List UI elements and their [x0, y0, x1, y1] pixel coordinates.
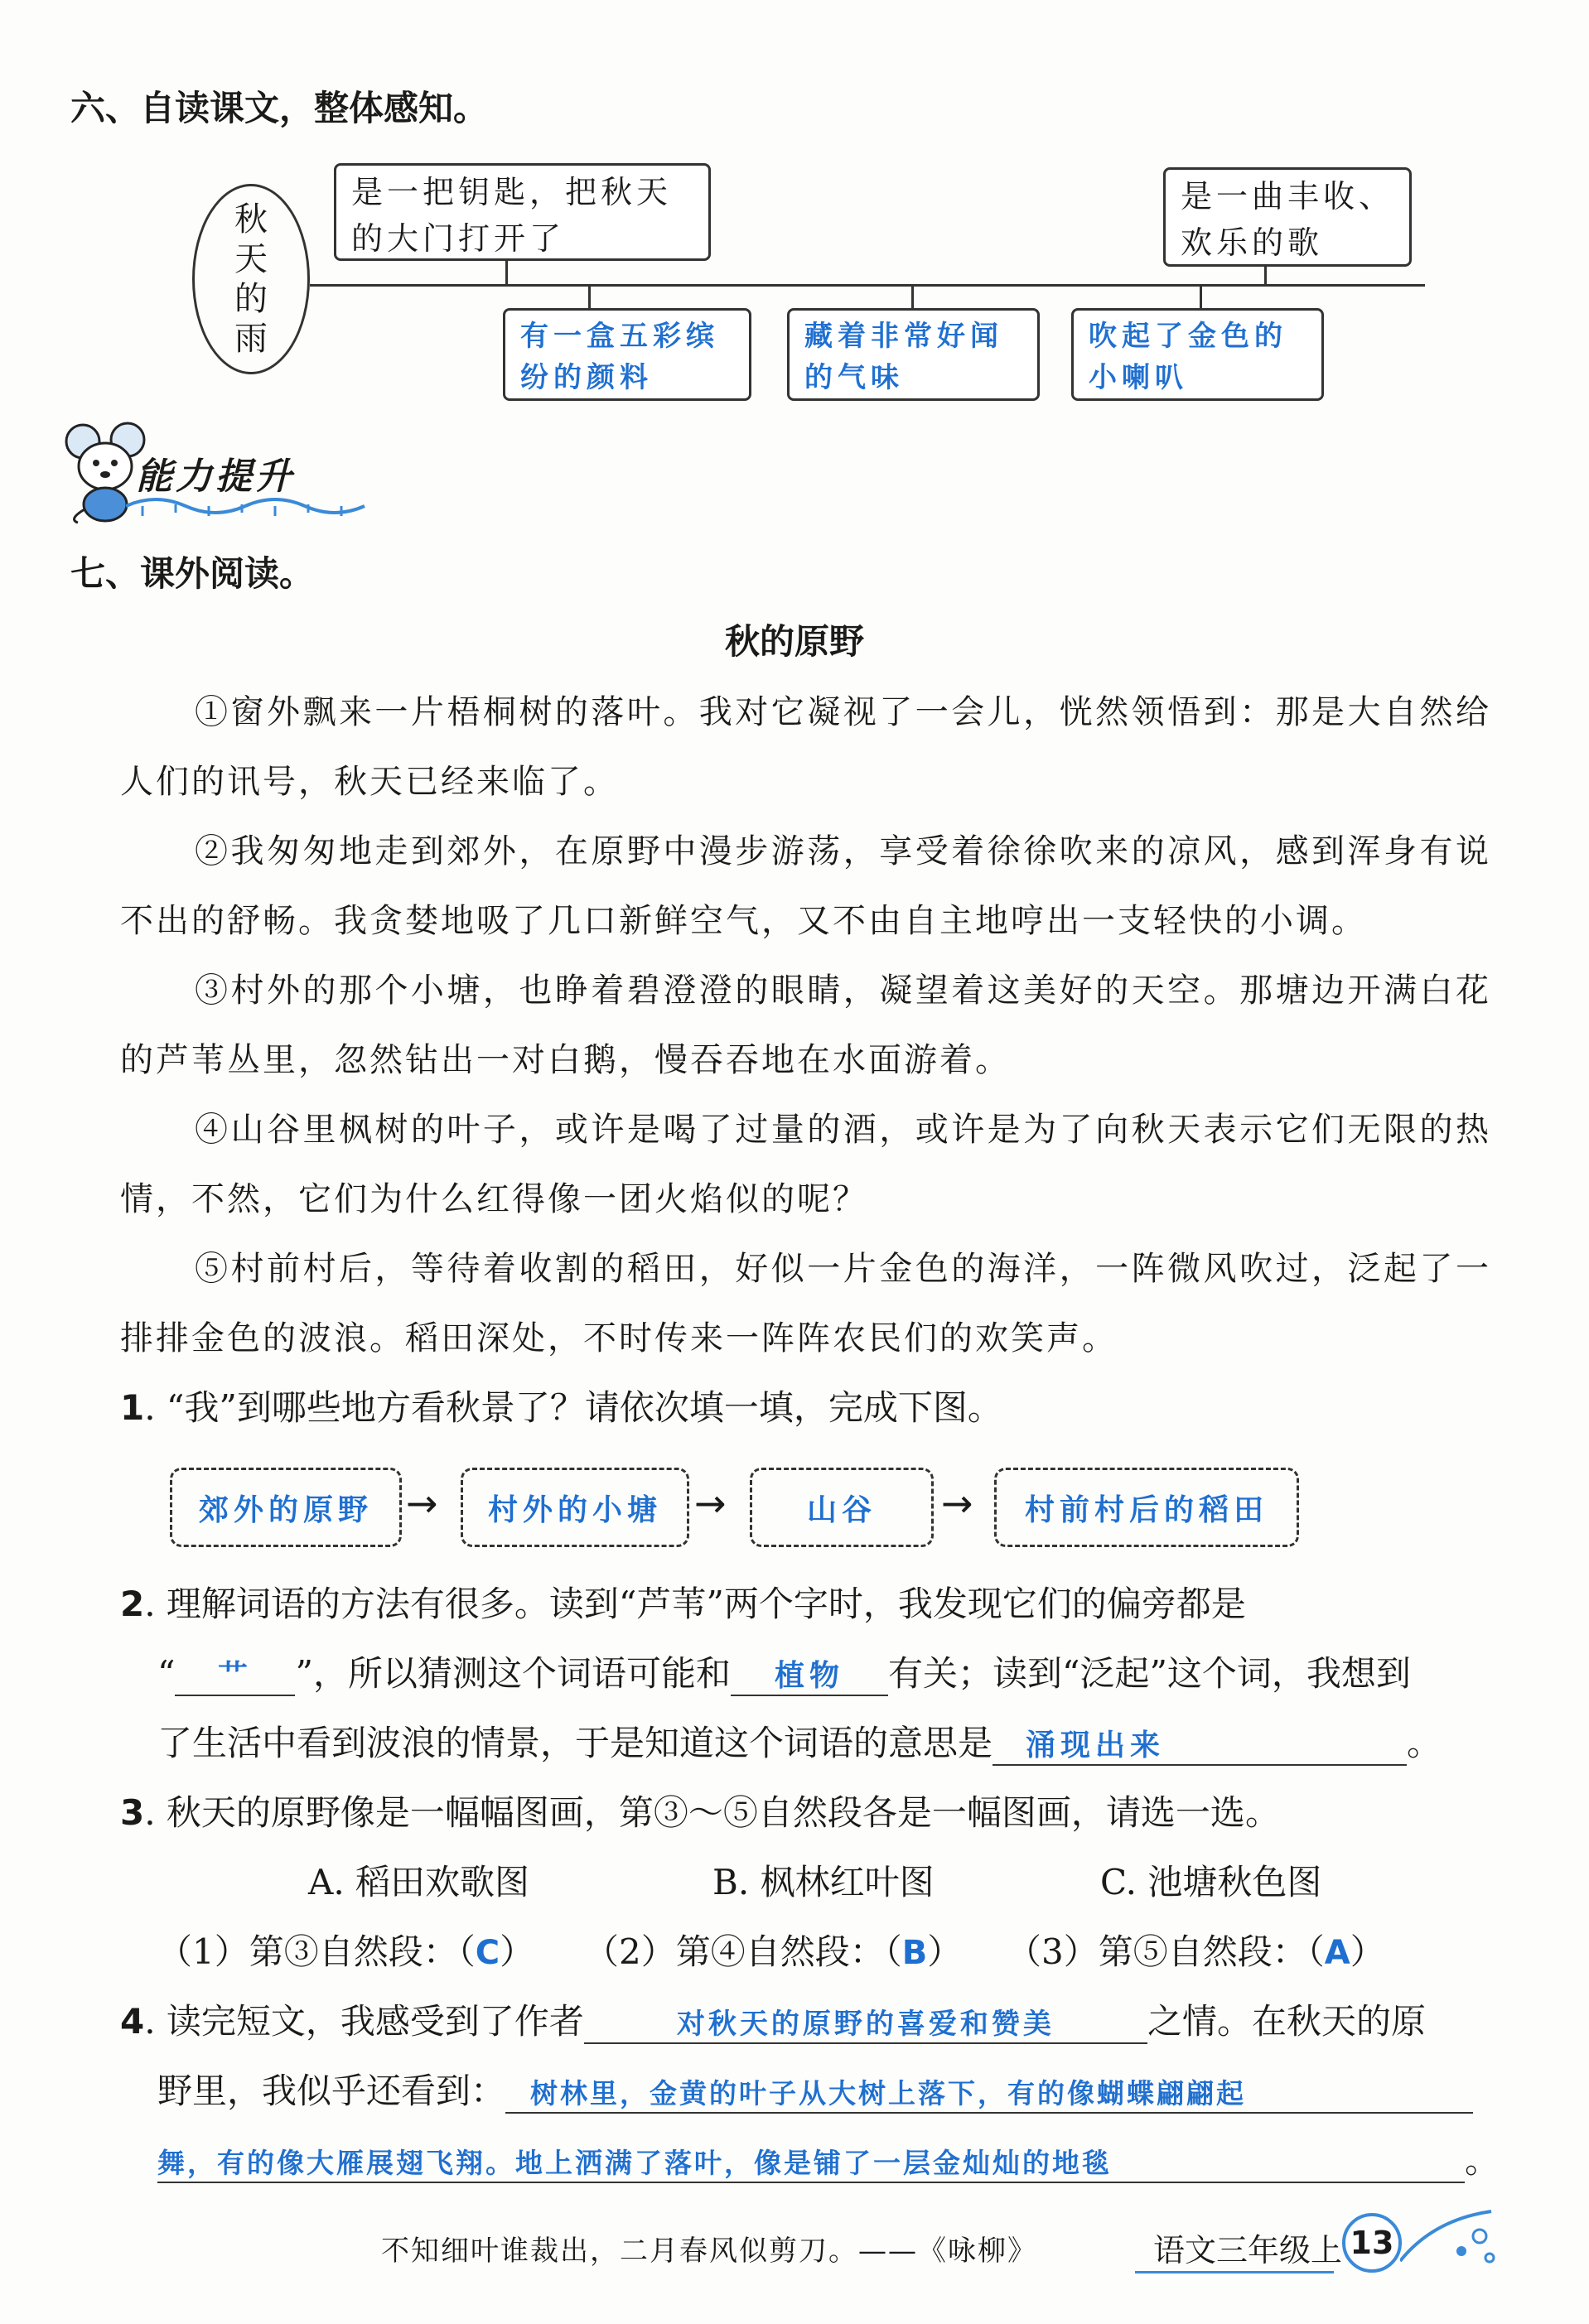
mind-map-box-top: 是一曲丰收、欢乐的歌: [1163, 167, 1412, 267]
passage-title: 秋的原野: [724, 621, 864, 662]
question-text: 。: [1407, 1723, 1442, 1763]
question-text: . 理解词语的方法有很多。读到“芦苇”两个字时，我发现它们的偏旁都是: [144, 1584, 1246, 1624]
question-text: （2）第④自然段：（: [584, 1931, 902, 1972]
handwritten-answer: A: [1324, 1934, 1350, 1972]
passage-paragraph: ①窗外飘来一片梧桐树的落叶。我对它凝视了一会儿，恍然领悟到：那是大自然给人们的讯号，秋天已经来临了。: [120, 693, 1491, 801]
question-text: 了生活中看到波浪的情景，于是知道这个词语的意思是: [157, 1723, 993, 1763]
question-text: ”，所以猜测这个词语可能和: [295, 1653, 731, 1694]
handwritten-answer: 有一盒五彩缤纷的颜料: [520, 320, 719, 394]
bubble-decoration-icon: [1400, 2203, 1500, 2278]
connector-line: [505, 259, 508, 286]
question-text: ）: [500, 1931, 535, 1972]
question-2: [120, 1569, 1246, 1639]
mind-map-answer-box: [503, 308, 751, 401]
option: C. 池塘秋色图: [1100, 1862, 1322, 1902]
question-number: 1: [120, 1387, 145, 1428]
handwritten-answer: 吹起了金色的小喇叭: [1089, 320, 1287, 394]
page-number: 13: [1342, 2213, 1402, 2273]
handwritten-answer: 郊外的原野: [198, 1492, 373, 1527]
question-text: 之情。在秋天的原: [1147, 2001, 1426, 2042]
question-text: . 秋天的原野像是一幅幅图画，第③～⑤自然段各是一幅图画，请选一选。: [144, 1792, 1280, 1833]
question-4-line-3: [157, 2126, 1500, 2196]
route-box: [170, 1468, 402, 1547]
question-2-line-3: [157, 1709, 1442, 1778]
handwritten-answer: C: [475, 1934, 500, 1972]
section-6-heading: 六、自读课文，整体感知。: [70, 88, 489, 128]
question-3: [120, 1778, 1280, 1848]
answer-blank: [175, 1653, 295, 1696]
arrow-icon: →: [941, 1481, 973, 1526]
handwritten-answer: 艹: [217, 1659, 253, 1693]
question-text: “: [157, 1653, 176, 1694]
handwritten-answer: B: [901, 1934, 928, 1972]
handwritten-answer: 涌现出来: [1026, 1729, 1166, 1762]
question-1: [120, 1373, 1002, 1443]
question-number: 2: [120, 1584, 145, 1624]
passage-paragraph: ④山谷里枫树的叶子，或许是喝了过量的酒，或许是为了向秋天表示它们无限的热情，不然，它们为什么红得像一团火焰似的呢？: [120, 1111, 1491, 1218]
question-text: 有关；读到“泛起”这个词，我想到: [887, 1653, 1411, 1694]
answer-blank: [731, 1653, 888, 1696]
handwritten-answer: 对秋天的原野的喜爱和赞美: [676, 2008, 1055, 2041]
connector-line: [1264, 267, 1267, 286]
footer-underline: [1135, 2271, 1334, 2273]
center-oval: [192, 184, 310, 374]
mind-map-answer-box: [1071, 308, 1324, 401]
mind-map-box-top: 是一把钥匙，把秋天的大门打开了: [334, 163, 711, 261]
choice-item: [157, 1917, 534, 1988]
handwritten-answer: 山谷: [806, 1492, 877, 1527]
center-label: 秋天的雨: [234, 200, 268, 358]
connector-line: [588, 286, 591, 311]
option: A. 稻田欢歌图: [308, 1862, 530, 1902]
answer-blank: [505, 2071, 1473, 2114]
answer-blank: [584, 2001, 1147, 2044]
handwritten-answer: 舞，有的像大雁展翅飞翔。地上洒满了落叶，像是铺了一层金灿灿的地毯: [157, 2147, 1112, 2179]
question-text: ）: [927, 1931, 963, 1972]
question-text: （3）第⑤自然段：（: [1007, 1931, 1325, 1972]
choice-item: [1007, 1917, 1385, 1988]
handwritten-answer: 藏着非常好闻的气味: [804, 320, 1003, 394]
connector-line: [1200, 286, 1202, 311]
connector-line: [911, 286, 914, 311]
route-box: [994, 1468, 1299, 1547]
ability-banner: [60, 418, 316, 524]
route-box: [750, 1468, 934, 1547]
question-text: 野里，我似乎还看到：: [157, 2071, 506, 2111]
arrow-icon: →: [694, 1481, 727, 1526]
option: B. 枫林红叶图: [712, 1862, 935, 1902]
question-text: ）: [1350, 1931, 1385, 1972]
handwritten-answer: 植物: [774, 1659, 844, 1693]
footer-quote: 不知细叶谁裁出，二月春风似剪刀。——《咏柳》: [381, 2235, 1037, 2268]
banner-wave-decoration: [126, 494, 366, 523]
arrow-icon: →: [406, 1481, 438, 1526]
choice-item: [584, 1917, 962, 1988]
section-7-heading: 七、课外阅读。: [70, 553, 315, 594]
main-line: [310, 284, 1425, 287]
passage-paragraph: ⑤村前村后，等待着收割的稻田，好似一片金色的海洋，一阵微风吹过，泛起了一排排金色的波浪。稻田深处，不时传来一阵阵农民们的欢笑声。: [120, 1250, 1491, 1357]
answer-blank: [157, 2140, 1465, 2183]
banner-title: 能力提升: [136, 456, 295, 498]
question-text: . “我”到哪些地方看秋景了？请依次填一填，完成下图。: [144, 1387, 1002, 1428]
handwritten-answer: 树林里，金黄的叶子从大树上落下，有的像蝴蝶翩翩起: [530, 2077, 1247, 2109]
question-number: 4: [120, 2001, 145, 2042]
question-4-line-2: [157, 2056, 1473, 2126]
question-text: . 读完短文，我感受到了作者: [144, 2001, 584, 2042]
question-number: 3: [120, 1792, 145, 1833]
question-text: （1）第③自然段：（: [157, 1931, 476, 1972]
passage-paragraph: ②我匆匆地走到郊外，在原野中漫步游荡，享受着徐徐吹来的凉风，感到浑身有说不出的舒畅。我贪婪地吸了几口新鲜空气，又不由自主地哼出一支轻快的小调。: [120, 832, 1491, 940]
question-2-line-2: [157, 1639, 1411, 1709]
route-box: [461, 1468, 689, 1547]
question-text: 。: [1465, 2140, 1500, 2181]
answer-blank: [993, 1723, 1407, 1766]
question-4: [120, 1987, 1426, 2056]
mind-map-answer-box: [787, 308, 1040, 401]
handwritten-answer: 村外的小塘: [487, 1492, 662, 1527]
footer-subject: 语文三年级上: [1153, 2232, 1343, 2269]
passage-paragraph: ③村外的那个小塘，也睁着碧澄澄的眼睛，凝望着这美好的天空。那塘边开满白花的芦苇丛里，忽然钻出一对白鹅，慢吞吞地在水面游着。: [120, 972, 1491, 1079]
handwritten-answer: 村前村后的稻田: [1024, 1492, 1268, 1527]
